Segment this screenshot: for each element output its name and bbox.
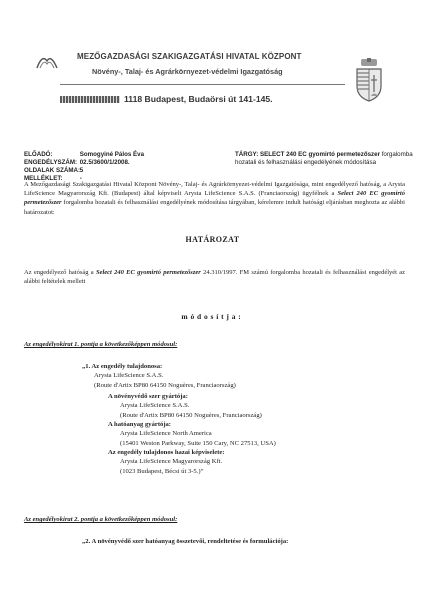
- item-address: (Route d'Artix BP80 64150 Noguères, Franciaország): [120, 411, 262, 419]
- amends-heading: módosítja:: [181, 312, 244, 321]
- meta-row-eloado: [24, 151, 144, 159]
- subject-rest: forgalomba hozatali és felhasználási engedélyének módosítása: [235, 151, 413, 166]
- section-2-heading: Az engedélyokirat 2. pontja a következőképpen módosul:: [24, 516, 178, 523]
- decision-paragraph: [24, 268, 405, 286]
- item-address: (Route d'Artix BP80 64150 Noguères, Franciaország): [94, 381, 236, 389]
- meta-value: -: [79, 175, 82, 183]
- item-title: A növényvédő szer gyártója:: [108, 393, 188, 400]
- intro-text-2: forgalomba hozatali és felhasználási engedélyének módosítása tárgyában, kérelemre indult hatósági eljárásban meghozta az alábbi határozatot:: [24, 199, 405, 216]
- item-title: „1. Az engedély tulajdonosa:: [82, 363, 163, 370]
- item-address: (15401 Weston Parkway, Suite 150 Cary, NC 27513, USA): [120, 439, 276, 447]
- intro-paragraph: [24, 180, 405, 217]
- subject-block: [235, 151, 415, 167]
- meta-value: 02.5/3600/1/2008.: [79, 159, 130, 167]
- letterhead: [0, 0, 425, 118]
- meta-value: Somogyiné Pálos Éva: [79, 151, 145, 158]
- item-value: Arysta LifeScience S.A.S.: [94, 372, 164, 380]
- intro-text-1: A Mezőgazdasági Szakigazgatási Hivatal Központ Növény-, Talaj- és Agrárkörnyezet-védelmi Igazgatósága, mint engedélyező hatóság, a Arysta LifeScience Magyarország Kft. (Budapest) által képviselt Arysta LifeScience S.A.S. (Franciaország) ügyfélnek a: [24, 181, 405, 198]
- list-item: [82, 362, 236, 390]
- letterhead-address: 1118 Budapest, Budaörsi út 141-145.: [124, 94, 273, 104]
- list-item: [108, 420, 276, 448]
- meta-label: OLDALAK SZÁMA:: [24, 167, 81, 175]
- list-item: [108, 448, 224, 476]
- decision-product-name: Select 240 EC gyomirtó permetezőszer: [95, 269, 201, 276]
- decision-heading: HATÁROZAT: [185, 235, 240, 244]
- decision-text-2: 24.310/1997. FM számú forgalomba hozatali és felhasználási engedélyét az alábbi feltételek mellett: [24, 269, 406, 286]
- meta-label: ELŐADÓ:: [24, 151, 53, 158]
- item-value: Arysta LifeScience S.A.S.: [120, 402, 190, 410]
- letterhead-department: Növény-, Talaj- és Agrárkörnyezet-védelmi Igazgatóság: [92, 67, 283, 76]
- list-item: [82, 537, 288, 546]
- item-title: A hatóanyag gyártója:: [108, 421, 172, 428]
- letterhead-divider: [60, 84, 345, 85]
- list-item: [108, 392, 262, 420]
- coat-of-arms-icon: [352, 58, 386, 102]
- letterhead-org: MEZŐGAZDASÁGI SZAKIGAZGATÁSI HIVATAL KÖZPONT: [77, 52, 302, 61]
- item-value: Arysta LifeScience North America: [120, 430, 212, 438]
- section-1-heading: Az engedélyokirat 1. pontja a következőképpen módosul:: [24, 341, 178, 348]
- intro-product-name: Select 240 EC gyomirtó permetezőszer: [24, 190, 405, 207]
- letterhead-stripe: [60, 96, 120, 103]
- subject-title: TÁRGY: SELECT 240 EC gyomirtó permetezőszer: [235, 151, 380, 158]
- meta-value: 5: [79, 167, 84, 175]
- meta-row-engedelyszam: [24, 159, 144, 167]
- item-address: (1023 Budapest, Bécsi út 3-5.)”: [120, 467, 204, 475]
- decision-text-1: Az engedélyező hatóság a: [24, 269, 96, 276]
- item-title: Az engedély tulajdonos hazai képviselete:: [108, 449, 225, 456]
- document-metadata: [24, 151, 144, 183]
- item-value: Arysta LifeScience Magyarország Kft.: [120, 458, 223, 466]
- meta-label: ENGEDÉLYSZÁM:: [24, 159, 78, 167]
- item-title: „2. A növényvédő szer hatóanyag összetevői, rendeltetése és formulációja:: [82, 538, 289, 545]
- meta-label: MELLÉKLET:: [24, 175, 63, 183]
- ministry-logo: [36, 52, 58, 70]
